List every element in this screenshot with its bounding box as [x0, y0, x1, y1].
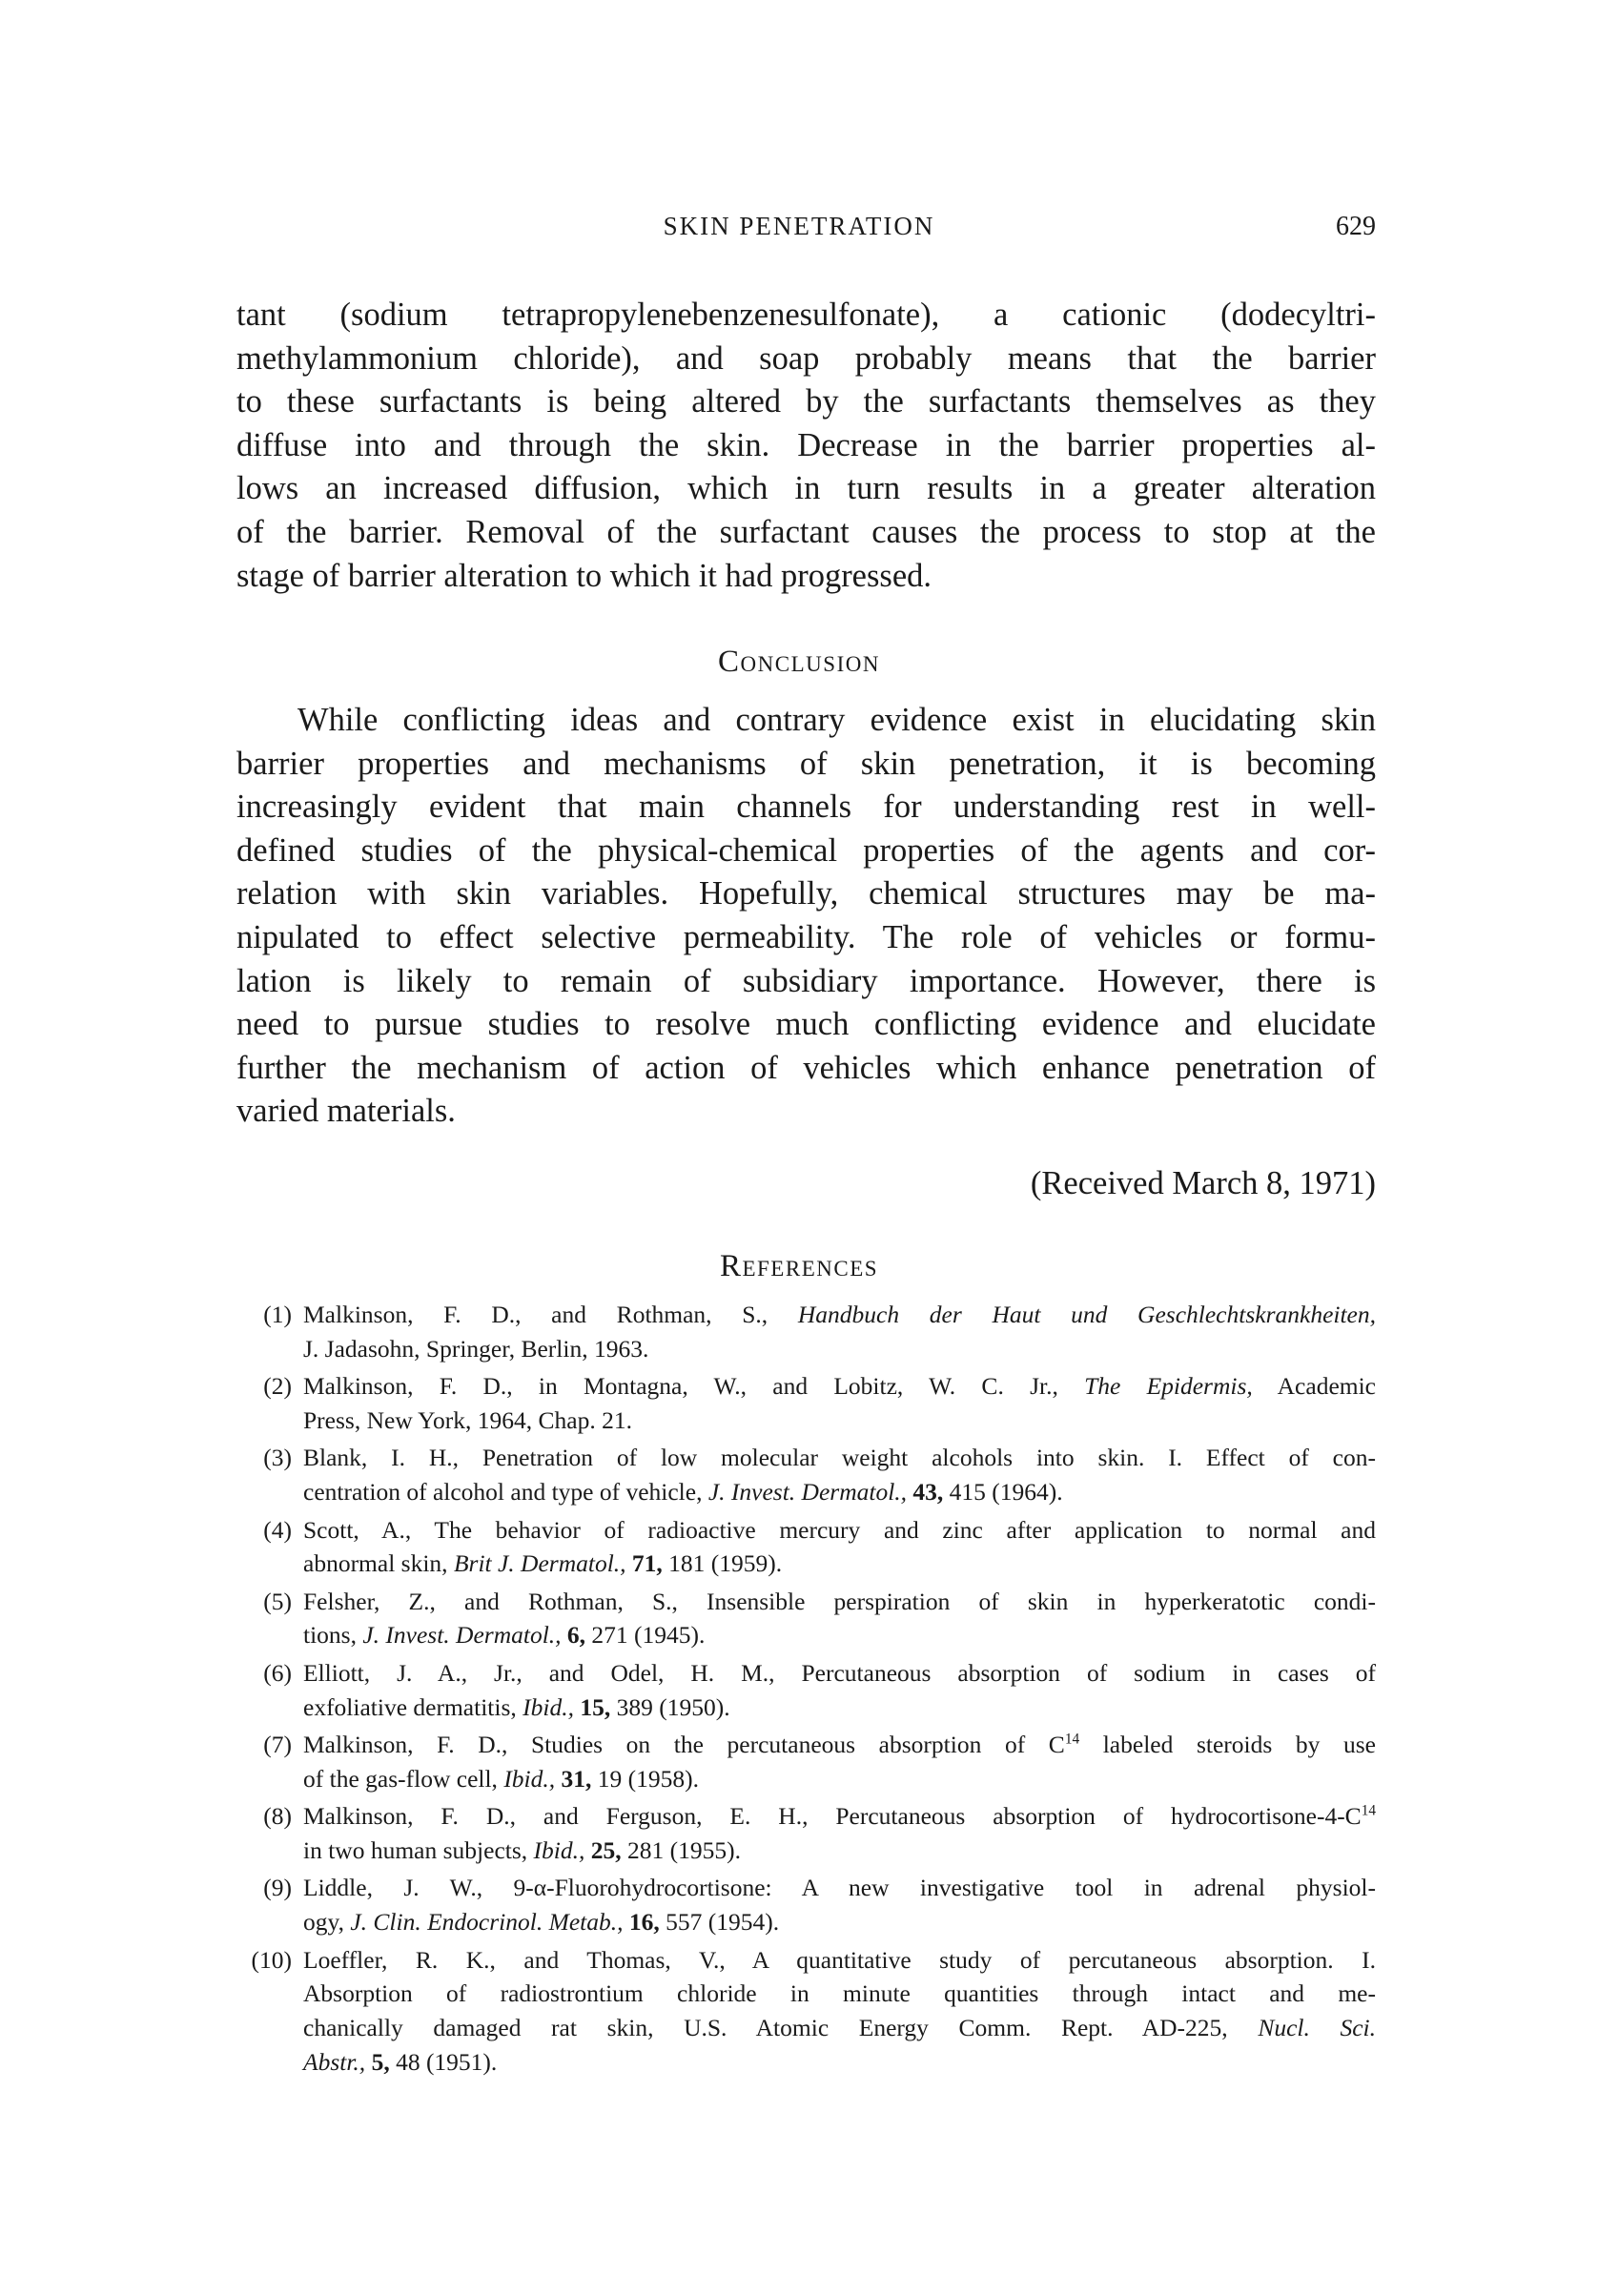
conclusion-paragraph [236, 699, 1376, 1134]
italic-text: J. Invest. Dermatol., [362, 1621, 562, 1650]
reference-line [303, 1475, 1376, 1509]
volume-number: 15, [580, 1692, 611, 1721]
reference-number: (3) [263, 1444, 292, 1472]
text-line: to these surfactants is being altered by the surfactants themselves as they [236, 383, 1376, 420]
volume-number: 43, [912, 1478, 944, 1507]
reference-text [303, 1441, 1376, 1508]
text-segment: chanically damaged rat skin, U.S. Atomic Energy Comm. Rept. AD-225, [303, 2013, 1259, 2041]
reference-line [303, 1441, 1376, 1475]
reference-line [303, 1799, 1376, 1834]
reference-item [236, 1799, 1376, 1867]
reference-item [236, 1585, 1376, 1652]
text-segment: 389 (1950). [610, 1692, 730, 1721]
text-segment: Malkinson, F. D., and Ferguson, E. H., Percutaneous absorption of hydrocortisone-4-C [303, 1802, 1362, 1831]
text-segment: Liddle, J. W., 9-α-Fluorohydrocortisone: A new investigative tool in adrenal physiol- [303, 1874, 1376, 1902]
text-line: methylammonium chloride), and soap probably means that the barrier [236, 339, 1376, 377]
volume-number: 71, [631, 1549, 663, 1578]
reference-line [303, 1905, 1376, 1939]
text-segment: Press, New York, 1964, Chap. 21. [303, 1405, 632, 1434]
text-segment: Malkinson, F. D., in Montagna, W., and Lobitz, W. C. Jr., [303, 1372, 1085, 1401]
text-segment: Blank, I. H., Penetration of low molecular weight alcohols into skin. I. Effect of con- [303, 1444, 1376, 1472]
volume-number: 31, [561, 1764, 592, 1793]
reference-item [236, 1943, 1376, 2080]
text-segment: in two human subjects, [303, 1835, 534, 1864]
reference-item [236, 1513, 1376, 1581]
text-segment: Felsher, Z., and Rothman, S., Insensible perspiration of skin in hyperkeratotic condi- [303, 1587, 1376, 1615]
reference-line [303, 1332, 1376, 1366]
reference-number: (7) [263, 1731, 292, 1759]
running-head: SKIN PENETRATION [663, 212, 935, 240]
superscript: 14 [1064, 1731, 1080, 1748]
reference-item [236, 1441, 1376, 1508]
reference-line [303, 1513, 1376, 1548]
reference-number: (5) [263, 1587, 292, 1615]
italic-text: Handbuch der Haut und Geschlechtskrankheiten, [797, 1301, 1377, 1328]
volume-number: 6, [566, 1621, 586, 1650]
reference-line [303, 1369, 1376, 1404]
reference-line [303, 1871, 1376, 1905]
reference-line [303, 1298, 1376, 1332]
reference-text [303, 1656, 1376, 1724]
references-heading: References [719, 1249, 879, 1283]
italic-text: Ibid., [503, 1764, 556, 1793]
text-line: barrier properties and mechanisms of skin penetration, it is becoming [236, 745, 1376, 782]
text-segment: tions, [303, 1621, 363, 1650]
text-segment: J. Jadasohn, Springer, Berlin, 1963. [303, 1334, 649, 1363]
reference-number: (9) [263, 1874, 292, 1902]
text-segment: labeled steroids by use [1079, 1731, 1376, 1759]
reference-line [303, 1977, 1376, 2011]
text-segment: 19 (1958). [591, 1764, 699, 1793]
reference-line [303, 1691, 1376, 1725]
received-date: (Received March 8, 1971) [1030, 1165, 1376, 1201]
italic-text: J. Invest. Dermatol., [707, 1478, 908, 1507]
italic-text: Brit J. Dermatol., [453, 1549, 626, 1578]
reference-number: (2) [263, 1372, 292, 1401]
reference-item [236, 1298, 1376, 1365]
volume-number: 5, [371, 2047, 390, 2076]
volume-number: 25, [590, 1835, 622, 1864]
reference-item [236, 1369, 1376, 1437]
reference-text [303, 1369, 1376, 1437]
reference-line [303, 1728, 1376, 1762]
page-number: 629 [1336, 212, 1376, 241]
text-line: While conflicting ideas and contrary evidence exist in elucidating skin [297, 702, 1376, 738]
text-segment: Malkinson, F. D., and Rothman, S., [303, 1301, 798, 1328]
text-line: lows an increased diffusion, which in turn results in a greater alteration [236, 470, 1376, 507]
italic-text: J. Clin. Endocrinol. Metab., [350, 1908, 624, 1937]
text-segment: ogy, [303, 1908, 351, 1937]
volume-number: 16, [628, 1908, 660, 1937]
reference-text [303, 1298, 1376, 1365]
text-line: diffuse into and through the skin. Decrease in the barrier properties al- [236, 426, 1376, 463]
reference-text [303, 1943, 1376, 2080]
text-segment: 181 (1959). [662, 1549, 783, 1578]
text-segment: 271 (1945). [585, 1621, 706, 1650]
reference-line [303, 1404, 1376, 1438]
reference-number: (4) [263, 1515, 292, 1544]
reference-number: (8) [263, 1802, 292, 1831]
italic-text: Nucl. Sci. [1258, 2013, 1376, 2041]
text-line: need to pursue studies to resolve much conflicting evidence and elucidate [236, 1006, 1376, 1043]
text-line: varied materials. [236, 1093, 456, 1130]
reference-text [303, 1799, 1376, 1867]
reference-text [303, 1585, 1376, 1652]
text-segment: 415 (1964). [943, 1478, 1063, 1507]
text-segment: of the gas-flow cell, [303, 1764, 504, 1793]
text-segment: 281 (1955). [621, 1835, 741, 1864]
text-line: further the mechanism of action of vehicles which enhance penetration of [236, 1049, 1376, 1086]
reference-line [303, 1618, 1376, 1652]
text-segment: 557 (1954). [659, 1908, 780, 1937]
italic-text: Ibid., [522, 1692, 574, 1721]
reference-line [303, 1943, 1376, 1978]
reference-line [303, 1656, 1376, 1691]
text-line: increasingly evident that main channels for understanding rest in well- [236, 789, 1376, 826]
italic-text: Ibid., [533, 1835, 585, 1864]
reference-number: (1) [263, 1301, 292, 1328]
text-segment: centration of alcohol and type of vehicle, [303, 1478, 708, 1507]
text-segment: Absorption of radiostrontium chloride in minute quantities through intact and me- [303, 1979, 1376, 2008]
text-segment: abnormal skin, [303, 1549, 454, 1578]
reference-item [236, 1728, 1376, 1795]
italic-text: Abstr., [303, 2047, 366, 2076]
text-line: nipulated to effect selective permeability. The role of vehicles or formu- [236, 918, 1376, 955]
reference-line [303, 1762, 1376, 1796]
reference-number: (10) [251, 1945, 292, 1974]
reference-item [236, 1871, 1376, 1938]
text-segment: Malkinson, F. D., Studies on the percutaneous absorption of C [303, 1731, 1065, 1759]
reference-number: (6) [263, 1658, 292, 1687]
reference-item [236, 1656, 1376, 1724]
italic-text: The Epidermis, [1084, 1372, 1253, 1401]
reference-line [303, 2011, 1376, 2045]
reference-line [303, 2045, 1376, 2080]
text-line: lation is likely to remain of subsidiary importance. However, there is [236, 962, 1376, 999]
reference-line [303, 1834, 1376, 1868]
superscript: 14 [1361, 1802, 1376, 1819]
text-segment: Academic [1252, 1372, 1376, 1401]
text-line: stage of barrier alteration to which it had progressed. [236, 557, 932, 594]
reference-text [303, 1513, 1376, 1581]
reference-line [303, 1547, 1376, 1581]
text-line: relation with skin variables. Hopefully, chemical structures may be ma- [236, 875, 1376, 912]
text-segment: Elliott, J. A., Jr., and Odel, H. M., Percutaneous absorption of sodium in cases of [303, 1658, 1376, 1687]
text-line: of the barrier. Removal of the surfactant causes the process to stop at the [236, 513, 1376, 550]
references-list [236, 1298, 1376, 2082]
conclusion-heading: Conclusion [718, 645, 880, 679]
reference-text [303, 1728, 1376, 1795]
reference-line [303, 1585, 1376, 1619]
text-segment: Loeffler, R. K., and Thomas, V., A quantitative study of percutaneous absorption. I. [303, 1945, 1376, 1974]
text-line: defined studies of the physical-chemical properties of the agents and cor- [236, 831, 1376, 869]
body-paragraph [236, 294, 1376, 598]
reference-text [303, 1871, 1376, 1938]
text-line: tant (sodium tetrapropylenebenzenesulfonate), a cationic (dodecyltri- [236, 297, 1376, 333]
text-segment: exfoliative dermatitis, [303, 1692, 523, 1721]
text-segment: Scott, A., The behavior of radioactive mercury and zinc after application to normal and [303, 1515, 1376, 1544]
text-segment: 48 (1951). [389, 2047, 498, 2076]
